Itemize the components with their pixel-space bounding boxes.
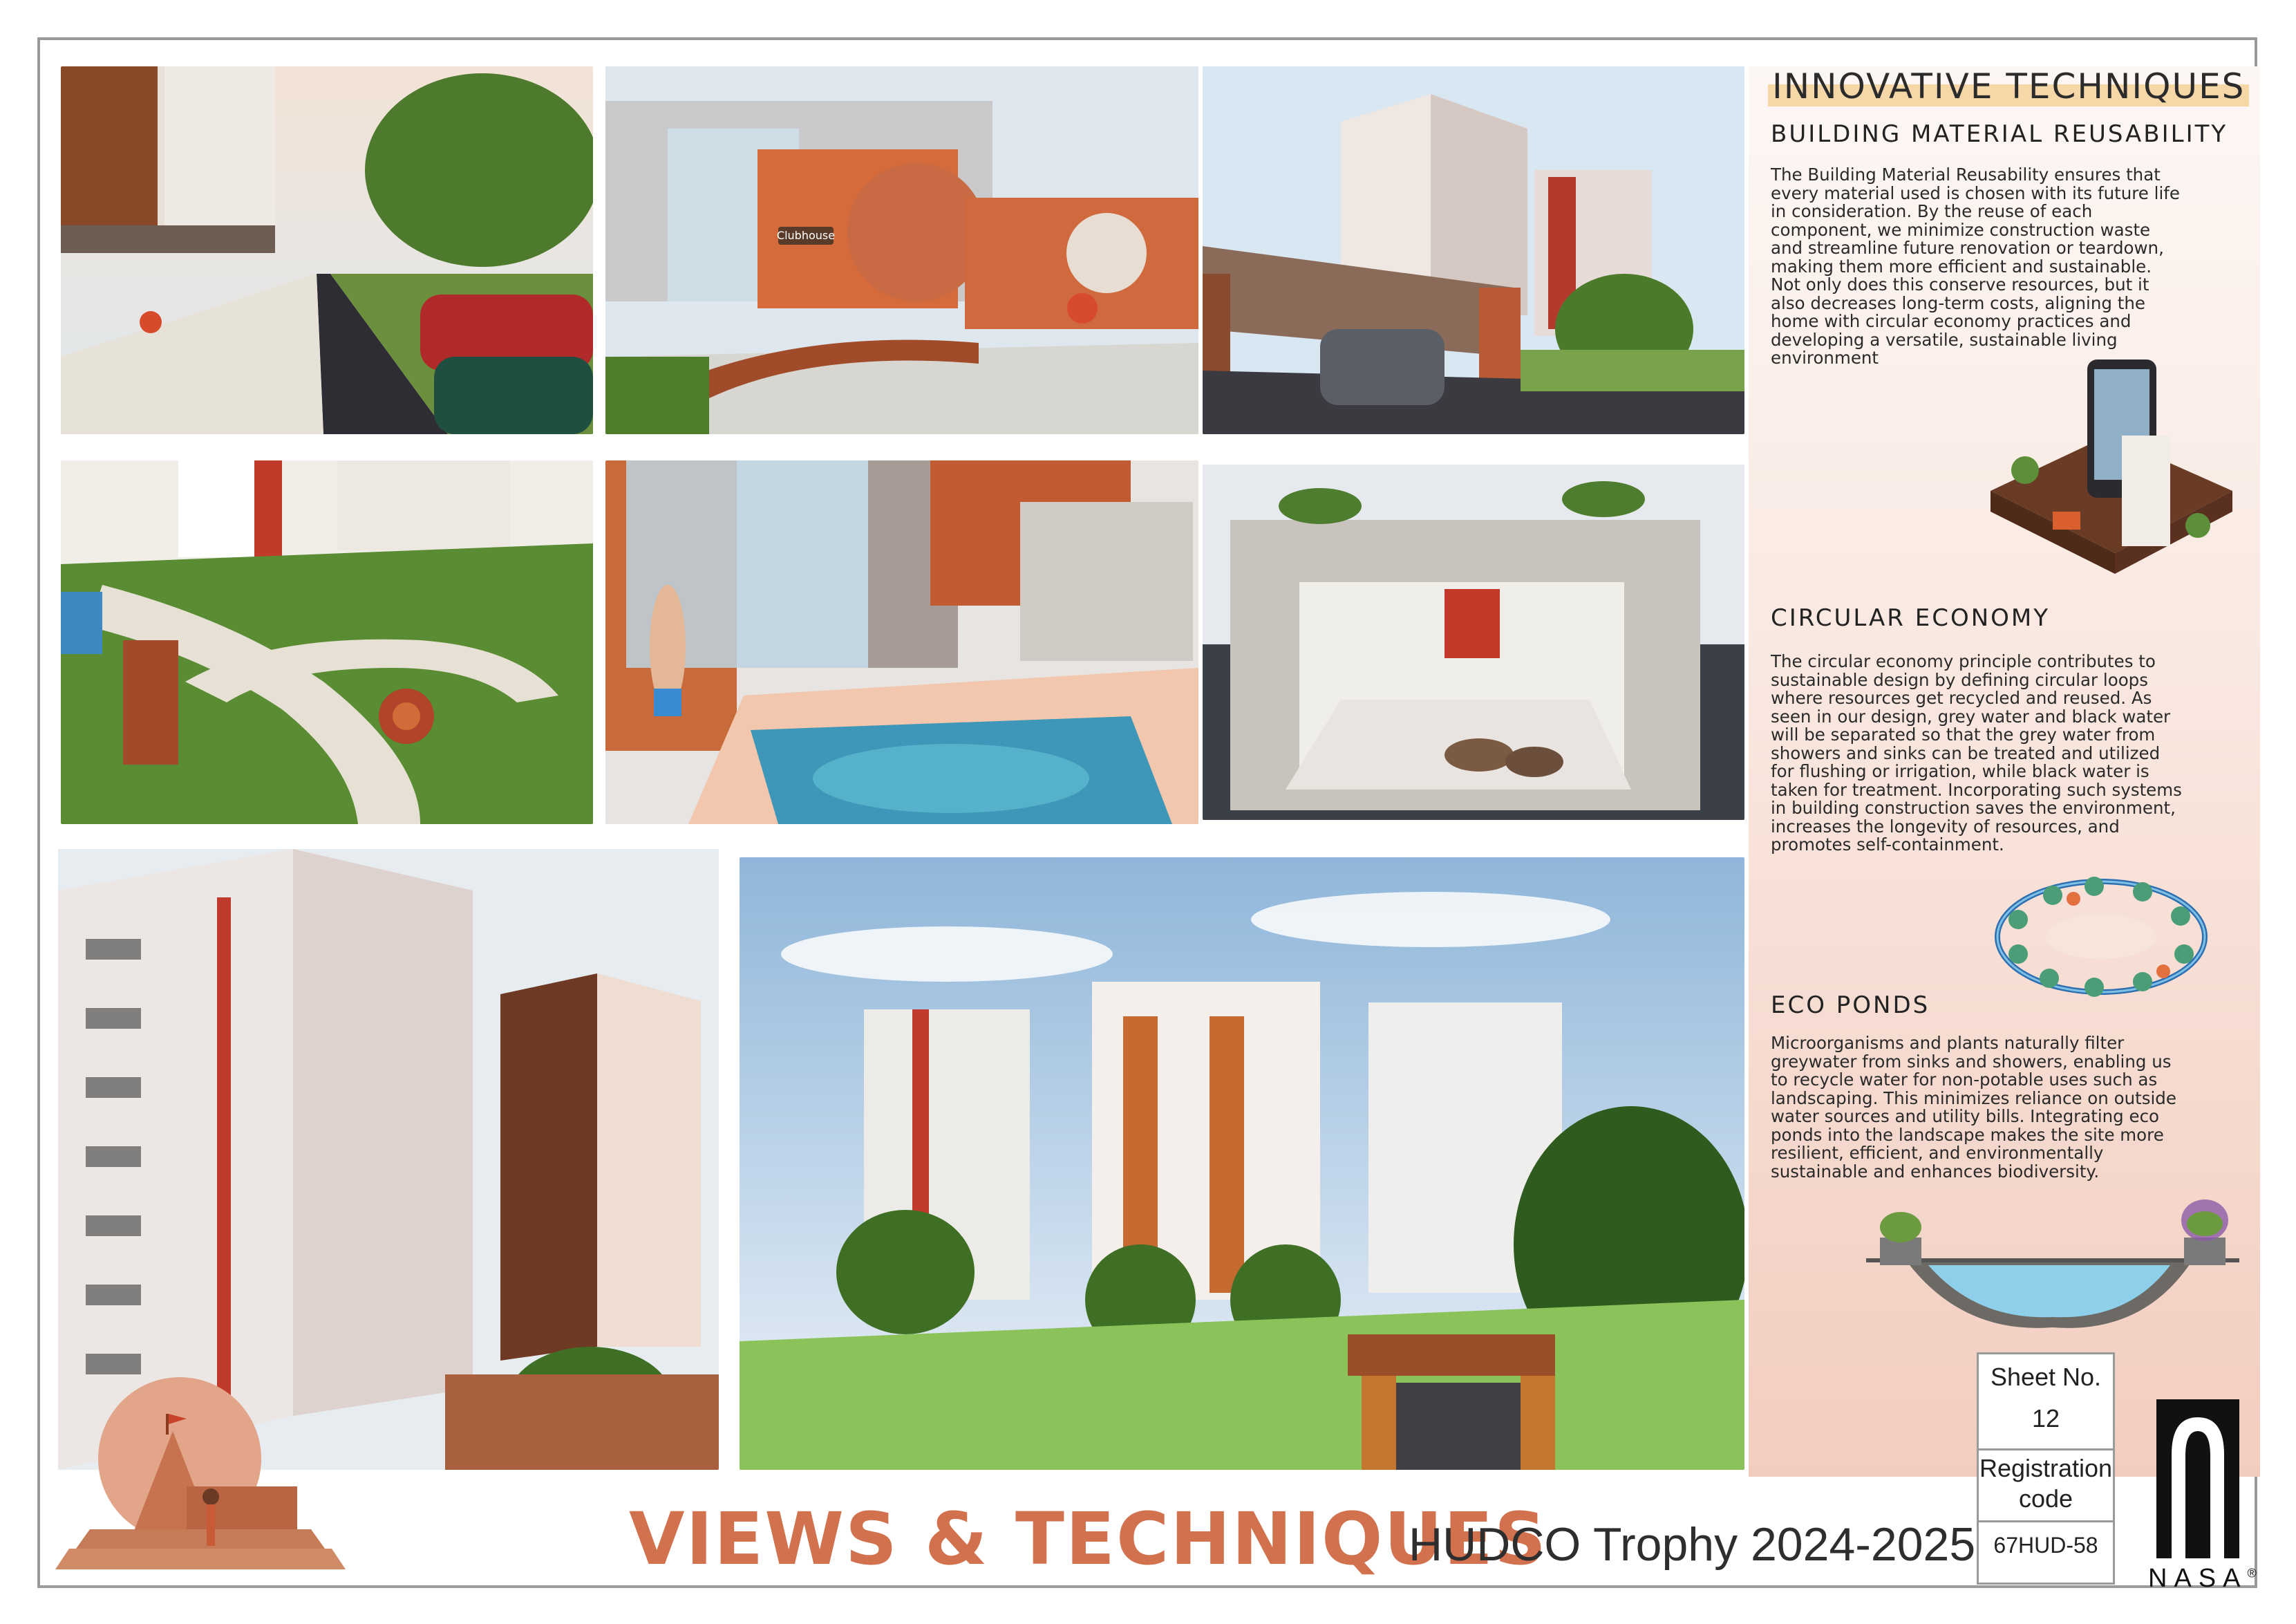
sheet-title: VIEWS & TECHNIQUES — [629, 1497, 1547, 1581]
eco-pond-section-diagram — [1866, 1196, 2239, 1334]
section-title-material-reusability: BUILDING MATERIAL REUSABILITY — [1771, 120, 2228, 148]
render-indoor-pool — [605, 460, 1198, 824]
clubhouse-sign: Clubhouse — [776, 229, 836, 242]
render-clubhouse — [605, 66, 1198, 434]
sheet-info-box — [1977, 1352, 2115, 1585]
section-body-material-reusability: The Building Material Reusability ensures that every material used is chosen with its future life in consideration. By the reuse of each component, we minimize construction waste and streamline future renovation or teardown, making them more efficient and sustainable. Not only does this conserve resources, but it also decreases long-term costs, aligning the home with circular economy practices and developing a versatile, sustainable living environment — [1771, 165, 2180, 368]
section-title-eco-ponds: ECO PONDS — [1771, 991, 1930, 1019]
circular-economy-diagram — [1991, 871, 2212, 1002]
registration-label: Registration — [1979, 1454, 2113, 1482]
render-rooftop-pavilion — [1203, 465, 1744, 820]
section-title-circular-economy: CIRCULAR ECONOMY — [1771, 604, 2051, 632]
competition-name: HUDCO Trophy 2024-2025 — [1409, 1518, 1976, 1571]
sheet-number: 12 — [2031, 1404, 2060, 1432]
render-landscape-aerial — [61, 460, 593, 824]
registration-label-line2: code — [2018, 1484, 2073, 1513]
render-site-overview — [740, 857, 1744, 1470]
render-entrance-gate — [1203, 66, 1744, 434]
panel-heading: INNOVATIVE TECHNIQUES — [1768, 66, 2249, 106]
section-body-circular-economy: The circular economy principle contributes to sustainable design by defining circular loops where resources get recycled and reused. As seen in our design, grey water and black water will be separated so that the grey water from showers and sinks can be treated and utilized for flushing or irrigation, while black water is taken for treatment. Incorporating such systems in building construction saves the environment, increases the longevity of resources, and promotes self-containment. — [1771, 651, 2182, 855]
temple-illustration — [48, 1376, 352, 1583]
sheet-number-label: Sheet No. — [1990, 1363, 2102, 1391]
nasa-logo — [2156, 1399, 2239, 1558]
render-street-view — [61, 66, 593, 434]
nasa-logo-text: NASA® — [2148, 1564, 2257, 1593]
registration-code: 67HUD-58 — [1993, 1533, 2098, 1558]
material-reuse-illustration — [1984, 353, 2239, 581]
section-body-eco-ponds: Microorganisms and plants naturally filter greywater from sinks and showers, enabling us to recycle water for non-potable uses such as landscaping. This minimizes reliance on outside water sources and utility bills. Integrating eco ponds into the landscape makes the site more resilient, efficient, and environmentally sustainable and enhances biodiversity. — [1771, 1033, 2176, 1182]
